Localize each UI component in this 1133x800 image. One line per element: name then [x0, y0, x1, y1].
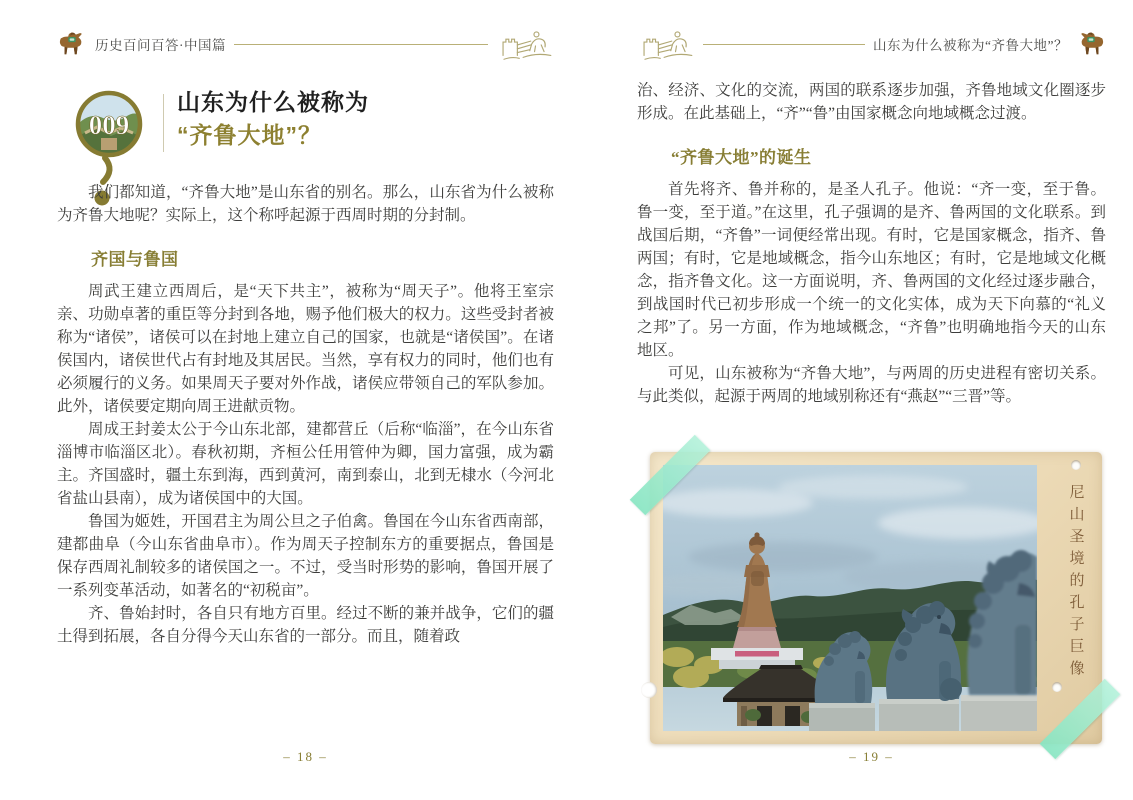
great-wall-seal-icon	[496, 23, 554, 65]
body-paragraph: 首先将齐、鲁并称的，是圣人孔子。他说：“齐一变，至于鲁。鲁一变，至于道。”在这里，孔子强调的是齐、鲁两国的文化联系。到战国后期，“齐鲁”一词便经常出现。有时，它是国家概念，指齐、鲁两国；有时，它是地域概念，指今山东地区；有时，它是地域文化概念，指齐鲁文化。这一方面说明，齐、鲁两国的文化经过逐步融合，到战国时代已初步形成一个统一的文化实体，成为天下向慕的“礼义之邦”了。另一方面，作为地域概念，“齐鲁”也明确地指今天的山东地区。	[637, 181, 1106, 359]
confucius-photo-frame	[650, 452, 1102, 744]
page-number-left: – 18 –	[283, 749, 328, 764]
header-rule	[234, 44, 488, 45]
body-paragraph: 周成王封姜太公于今山东北部，建都营丘（后称“临淄”，在今山东省淄博市临淄区北）。春秋初期，齐桓公任用管仲为卿，国力富强，成为霸主。齐国盛时，疆土东到海，西到黄河，南到泰山，北到无棣水（今河北省盐山县南），成为诸侯国中的大国。	[57, 421, 554, 507]
tang-horse-icon	[57, 30, 87, 58]
edge-notch	[641, 682, 657, 698]
body-paragraph: 周武王建立西周后，是“天下共主”，被称为“周天子”。他将王室宗亲、功勋卓著的重臣等分封到各地，赐予他们极大的权力。这些受封者被称为“诸侯”，诸侯可以在封地上建立自己的国家，也就是“诸侯国”。在诸侯国内，诸侯世代占有封地及其居民。当然，享有权力的同时，他们也有必须履行的义务。如果周天子要对外作战，诸侯应带领自己的军队参加。此外，诸侯要定期向周王进献贡物。	[57, 283, 554, 415]
badge-number-text: 009	[88, 110, 130, 140]
page-number-right: – 19 –	[849, 749, 894, 764]
section-heading-qi-lu: 齐国与鲁国	[91, 250, 179, 269]
punch-hole	[1052, 682, 1062, 692]
body-paragraph: 齐、鲁始封时，各自只有地方百里。经过不断的兼并战争，它们的疆土得到拓展，各自分得今天山东省的一部分。而且，随着政	[57, 605, 554, 645]
confucius-statue-photo	[663, 465, 1037, 731]
title-separator	[163, 94, 164, 152]
great-wall-seal-icon	[637, 23, 695, 65]
tang-horse-icon	[1076, 30, 1106, 58]
photo-caption: 尼山圣境的孔子巨像	[1067, 484, 1084, 682]
left-running-head	[57, 26, 554, 62]
red-banner	[735, 651, 779, 657]
body-paragraph: 可见，山东被称为“齐鲁大地”，与两周的历史进程有密切关系。与此类似，起源于两周的地域别称还有“燕赵”“三晋”等。	[637, 365, 1106, 405]
question-title	[177, 86, 369, 152]
book-title: 历史百问百答·中国篇	[95, 38, 226, 53]
chapter-title: 山东为什么被称为“齐鲁大地”？	[873, 38, 1068, 53]
left-page-content	[57, 181, 554, 648]
body-paragraph: 鲁国为姬姓，开国君主为周公旦之子伯禽。鲁国在今山东省西南部，建都曲阜（今山东省曲阜市）。作为周天子控制东方的重要据点，鲁国是保存西周礼制较多的诸侯国之一。不过，受当时形势的影响，鲁国开展了一系列变革活动，如著名的“初税亩”。	[57, 513, 554, 599]
right-page-content	[637, 79, 1106, 408]
punch-hole	[1071, 460, 1081, 470]
question-mark-tail	[103, 158, 110, 182]
continuation-paragraph: 治、经济、文化的交流，两国的联系逐步加强，齐鲁地域文化圈逐步形成。在此基础上，“齐”“鲁”由国家概念向地域概念过渡。	[637, 82, 1106, 122]
photo-illustration	[663, 465, 1037, 731]
question-title-line1: 山东为什么被称为	[177, 89, 369, 115]
right-running-head	[637, 26, 1106, 62]
header-rule	[703, 44, 865, 45]
page-left	[57, 0, 554, 800]
page-right	[637, 0, 1106, 800]
section-heading-birth: “齐鲁大地”的诞生	[671, 148, 812, 167]
question-title-line2: “齐鲁大地”？	[177, 122, 322, 148]
intro-paragraph: 我们都知道，“齐鲁大地”是山东省的别名。那么，山东省为什么被称为齐鲁大地呢？实际上，这个称呼起源于西周时期的分封制。	[57, 184, 554, 224]
